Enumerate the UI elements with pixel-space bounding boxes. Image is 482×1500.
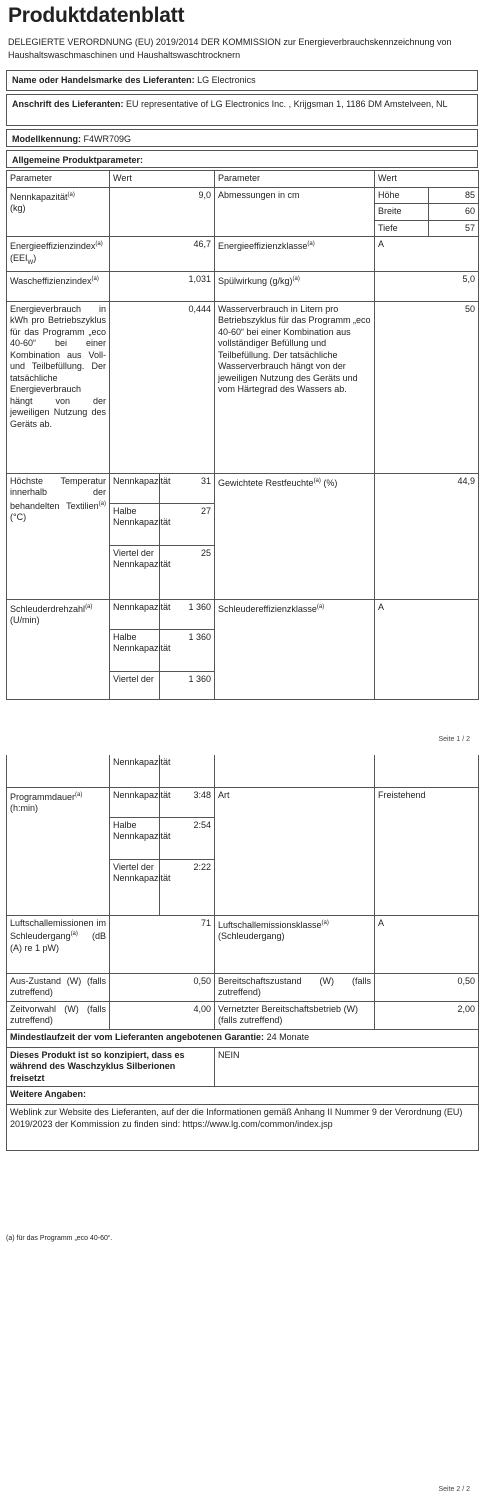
networked-value: 2,00 xyxy=(375,1001,479,1029)
spin-cont-empty xyxy=(7,755,110,787)
eclass-label: Energieeffizienzklasse$^{(a)}$ xyxy=(215,237,375,272)
noise-label: Luftschallemissionen im Schleudergang$^{(a)}$ (dB (A) re 1 pW) xyxy=(7,915,110,973)
warranty-value: 24 Monate xyxy=(266,1031,310,1042)
model-row xyxy=(6,129,478,147)
warranty-label: Mindestlaufzeit der vom Lieferanten angebotenen Garantie: xyxy=(10,1031,265,1042)
further-text: Weblink zur Website des Lieferanten, auf der die Informationen gemäß Anhang II Nummer 9 der Verordnung (EU) 2019/2023 der Kommission zu finden sind: https://www.lg.com/common/index.jsp xyxy=(7,1105,479,1151)
temp-label: Höchste Temperatur innerhalb der behandelten Textilien$^{(a)}$ (°C) xyxy=(7,473,110,599)
temp-half-label: Halbe Nennkapazität xyxy=(110,503,160,545)
spinclass-label: Schleudereffizienzklasse$^{(a)}$ xyxy=(215,599,375,699)
dimensions-label: Abmessungen in cm xyxy=(215,187,375,237)
temp-full-value: 31 xyxy=(160,473,215,503)
duration-half-label: Halbe Nennkapazität xyxy=(110,817,160,859)
spin-cont-empty-2 xyxy=(215,755,375,787)
depth-label: Tiefe xyxy=(375,220,429,237)
supplier-row xyxy=(6,70,478,91)
spin-half-label: Halbe Nennkapazität xyxy=(110,629,160,671)
header-value-2: Wert xyxy=(375,171,479,188)
duration-quarter-label: Viertel der Nennkapazität xyxy=(110,859,160,915)
spin-full-label: Nennkapazität xyxy=(110,599,160,629)
model-value: F4WR709G xyxy=(83,134,132,144)
rinse-label: Spülwirkung $(g/kg)^{(a)}$ xyxy=(215,271,375,301)
standby-label: Bereitschaftszustand (W) (falls zutreffend) xyxy=(215,973,375,1001)
spin-quarter-label-part2: Nennkapazität xyxy=(110,755,160,787)
noiseclass-label: Luftschallemissionsklasse$^{(a)}$ (Schleudergang) xyxy=(215,915,375,973)
water-label: Wasserverbrauch in Litern pro Betriebszyklus für das Programm „eco 40-60“ bei einer Kombination aus vollständiger Befüllung und Teilbefüllung. Der tatsächliche Wasserverbrauch hängt von der jeweiligen Nutzung des Geräts und vom Härtegrad des Wassers ab. xyxy=(215,301,375,473)
height-value: 85 xyxy=(429,187,479,204)
depth-value: 57 xyxy=(429,220,479,237)
spin-half-value: 1 360 xyxy=(160,629,215,671)
moisture-label: Gewichtete Restfeuchte$^{(a)}$ (%) xyxy=(215,473,375,599)
noise-value: 71 xyxy=(110,915,215,973)
warranty-row xyxy=(7,1029,479,1047)
wash-label: Wascheffizienzindex$^{(a)}$ xyxy=(7,271,110,301)
page-number-1: Seite 1 / 2 xyxy=(438,736,470,743)
page-number-2: Seite 2 / 2 xyxy=(438,1486,470,1493)
duration-label: Programmdauer$^{(a)}$ (h:min) xyxy=(7,787,110,915)
rinse-value: 5,0 xyxy=(375,271,479,301)
delay-value: 4,00 xyxy=(110,1001,215,1029)
further-label: Weitere Angaben: xyxy=(7,1087,479,1105)
spin-label: Schleuderdrehzahl$^{(a)}$ (U/min) xyxy=(7,599,110,699)
header-boxes xyxy=(6,70,478,168)
eclass-value: A xyxy=(375,237,479,272)
eei-label: Energieeffizienzindex$^{(a)}$ $(EEI_W)$ xyxy=(7,237,110,272)
address-row xyxy=(6,94,478,126)
type-label: Art xyxy=(215,787,375,915)
header-value-1: Wert xyxy=(110,171,215,188)
temp-half-value: 27 xyxy=(160,503,215,545)
page-title: Produktdatenblatt xyxy=(8,4,185,27)
page-2 xyxy=(0,750,482,1500)
header-param-1: Parameter xyxy=(7,171,110,188)
model-label: Modellkennung: xyxy=(12,134,81,144)
eei-value: 46,7 xyxy=(110,237,215,272)
networked-label: Vernetzter Bereitschaftsbetrieb (W) (falls zutreffend) xyxy=(215,1001,375,1029)
temp-quarter-value: 25 xyxy=(160,545,215,599)
supplier-label: Name oder Handelsmarke des Lieferanten: xyxy=(12,75,195,85)
header-param-2: Parameter xyxy=(215,171,375,188)
footnote: (a) für das Programm „eco 40-60“. xyxy=(6,1235,113,1242)
address-label: Anschrift des Lieferanten: xyxy=(12,99,124,109)
general-params-heading: Allgemeine Produktparameter: xyxy=(6,150,478,168)
moisture-value: 44,9 xyxy=(375,473,479,599)
temp-quarter-label: Viertel der Nennkapazität xyxy=(110,545,160,599)
duration-half-value: 2:54 xyxy=(160,817,215,859)
temp-full-label: Nennkapazität xyxy=(110,473,160,503)
noiseclass-value: A xyxy=(375,915,479,973)
capacity-label: Nennkapazität$^{(a)}$ (kg) xyxy=(7,187,110,237)
energy-value: 0,444 xyxy=(110,301,215,473)
type-value: Freistehend xyxy=(375,787,479,915)
width-label: Breite xyxy=(375,204,429,221)
energy-label: Energieverbrauch in kWh pro Betriebszyklus für das Programm „eco 40-60“ bei einer Kombination aus Voll- und Teilbefüllung. Der tatsächliche Energieverbrauch hängt von der jeweiligen Nutzung des Geräts ab. xyxy=(7,301,110,473)
spinclass-value: A xyxy=(375,599,479,699)
duration-full-value: 3:48 xyxy=(160,787,215,817)
duration-quarter-value: 2:22 xyxy=(160,859,215,915)
off-label: Aus-Zustand (W) (falls zutreffend) xyxy=(7,973,110,1001)
height-label: Höhe xyxy=(375,187,429,204)
capacity-value: 9,0 xyxy=(110,187,215,237)
spin-full-value: 1 360 xyxy=(160,599,215,629)
delay-label: Zeitvorwahl (W) (falls zutreffend) xyxy=(7,1001,110,1029)
silver-value: NEIN xyxy=(215,1047,479,1087)
standby-value: 0,50 xyxy=(375,973,479,1001)
address-value: EU representative of LG Electronics Inc. , Krijgsman 1, 1186 DM Amstelveen, NL xyxy=(126,99,448,109)
water-value: 50 xyxy=(375,301,479,473)
params-table-p2 xyxy=(6,755,479,1151)
wash-value: 1,031 xyxy=(110,271,215,301)
silver-label: Dieses Produkt ist so konzipiert, dass es während des Waschzyklus Silberionen freisetzt xyxy=(7,1047,215,1087)
duration-full-label: Nennkapazität xyxy=(110,787,160,817)
off-value: 0,50 xyxy=(110,973,215,1001)
spin-quarter-value: 1 360 xyxy=(160,671,215,699)
spin-quarter-label-part1: Viertel der xyxy=(110,671,160,699)
width-value: 60 xyxy=(429,204,479,221)
regulation-intro: DELEGIERTE VERORDNUNG (EU) 2019/2014 DER KOMMISSION zur Energieverbrauchskennzeichnung von Haushaltswaschmaschinen und Haushaltswaschtrocknern xyxy=(8,37,452,60)
params-table-p1 xyxy=(6,170,479,700)
spin-cont-empty-3 xyxy=(375,755,479,787)
supplier-value: LG Electronics xyxy=(197,75,256,85)
